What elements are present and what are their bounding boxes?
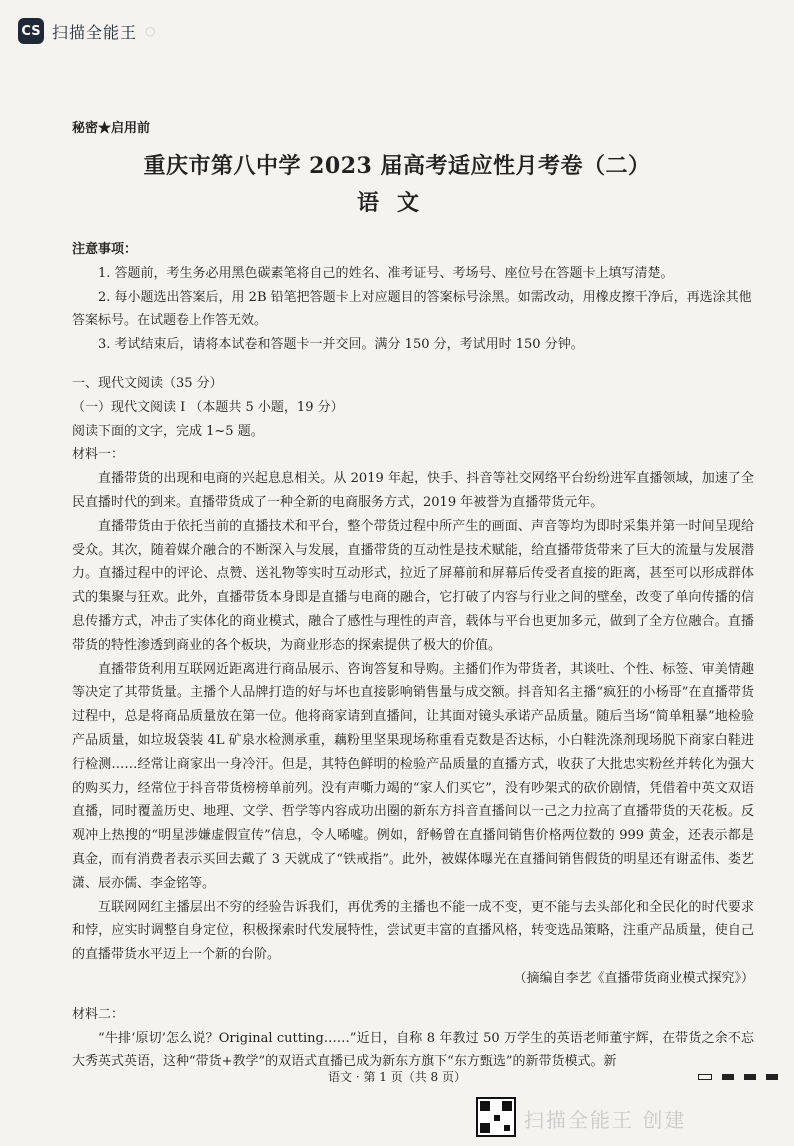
scanner-header — [18, 14, 156, 48]
alignment-marks — [698, 1074, 778, 1080]
alignment-mark — [722, 1074, 734, 1080]
subsection-heading: （一）现代文阅读 I （本题共 5 小题，19 分） — [72, 399, 344, 415]
notes-item: 3. 考试结束后，请将本试卷和答题卡一并交回。满分 150 分，考试用时 150 分钟。 — [98, 337, 584, 353]
reading-section — [72, 372, 754, 1074]
scanner-app-name: 扫描全能王 — [52, 22, 138, 42]
page-footer: 语文 · 第 1 页（共 8 页） — [328, 1070, 466, 1084]
scanner-watermark: 扫描全能王 创建 — [524, 1108, 687, 1132]
alignment-mark — [766, 1074, 778, 1080]
secret-label: 秘密★启用前 — [72, 121, 151, 136]
material-1-paragraph: 直播带货的出现和电商的兴起息息相关。从 2019 年起，快手、抖音等社交网络平台纷纷进军直播领域，加速了全民直播时代的到来。直播带货成了一种全新的电商服务方式，2019 年被誉为直播带货元年。 — [72, 471, 754, 510]
material-1-paragraph: 直播带货由于依托当前的直播技术和平台，整个带货过程中所产生的画面、声音等均为即时采集并第一时间呈现给受众。其次，随着媒介融合的不断深入与发展，直播带货的互动性是技术赋能，给直播带货带来了巨大的流量与发展潜力。直播过程中的评论、点赞、送礼物等实时互动形式，拉近了屏幕前和屏幕后传受者直接的距离，甚至可以形成群体式的集聚与狂欢。此外，直播带货本身即是直播与电商的融合，它打破了内容与行业之间的壁垒，改变了单向传播的信息传播方式，冲击了实体化的商业模式，融合了感性与理性的声音，载体与平台也更加多元，做到了全方位融合。直播带货的特性渗透到商业的各个板块，为商业形态的探索提供了极大的价值。 — [72, 518, 754, 653]
notes-item: 1. 答题前，考生务必用黑色碳素笔将自己的姓名、准考证号、考场号、座位号在答题卡上填写清楚。 — [98, 265, 674, 281]
material-1-label: 材料一： — [72, 447, 125, 463]
exam-title: 重庆市第八中学 2023 届高考适应性月考卷（二） — [143, 153, 651, 179]
material-1-paragraph: 互联网网红主播层出不穷的经验告诉我们，再优秀的主播也不能一成不变，更不能与去头部化和全民化的时代要求和悖，应实时调整自身定位，积极探索时代发展特性，尝试更丰富的直播风格，转变选品策略，注重产品质量，使自己的直播带货水平迈上一个新的台阶。 — [72, 899, 754, 963]
camscanner-logo: CS — [18, 18, 44, 44]
qr-code-icon — [476, 1097, 516, 1137]
material-2-paragraph: “牛排‘原切’怎么说？Original cutting……”近日，自称 8 年教过 50 万学生的英语老师董宇辉，在带货之余不忘大秀英式英语，这种“带货+教学”的双语式直播已成为新东方旗下“东方甄选”的新带货模式。新 — [72, 1030, 754, 1070]
alignment-mark — [698, 1074, 712, 1080]
section-heading: 一、现代文阅读（35 分） — [72, 376, 223, 391]
search-icon: ○ — [145, 24, 156, 38]
material-1-paragraph: 直播带货利用互联网近距离进行商品展示、咨询答复和导购。主播们作为带货者，其谈吐、个性、标签、审美情趣等决定了其带货量。主播个人品牌打造的好与坏也直接影响销售量与成交额。抖音知名主播“疯狂的小杨哥”在直播带货过程中，总是将商品质量放在第一位。他将商家请到直播间，让其面对镜头承诺产品质量。随后当场“简单粗暴”地检验产品质量，如垃圾袋装 4L 矿泉水检测承重，藕粉里坚果现场称重看克数是否达标，小白鞋洗涤剂现场脱下商家白鞋进行检测……经常让商家出一身冷汗。但是，其特色鲜明的检验产品质量的直播方式，收获了大批忠实粉丝并转化为强大的购买力，经常位于抖音带货榜榜单前列。没有声嘶力竭的“家人们买它”，没有吵架式的砍价剧情，凭借着中英文双语直播，同时覆盖历史、地理、文学、哲学等内容成功出圈的新东方抖音直播间以一己之力拉高了直播带货的天花板。反观冲上热搜的“明星涉嫌虚假宣传”信息，令人唏嘘。例如，舒畅曾在直播间销售价格两位数的 999 黄金，还表示都是真金，而有消费者表示买回去戴了 3 天就成了“铁戒指”。此外，被媒体曝光在直播间销售假货的明星还有谢孟伟、娄艺潇、辰亦儒、李金铭等。 — [72, 661, 754, 891]
notes-block — [72, 238, 754, 357]
notes-item: 2. 每小题选出答案后，用 2B 铅笔把答题卡上对应题目的答案标号涂黑。如需改动，用橡皮擦干净后，再选涂其他答案标号。在试题卷上作答无效。 — [72, 289, 752, 329]
instruction: 阅读下面的文字，完成 1~5 题。 — [72, 423, 264, 439]
material-1-source: （摘编自李艺《直播带货商业模式探究》） — [513, 970, 754, 986]
alignment-mark — [744, 1074, 756, 1080]
subject-title: 语文 — [356, 190, 437, 216]
notes-heading: 注意事项： — [72, 242, 138, 257]
material-2-label: 材料二： — [72, 1006, 125, 1022]
